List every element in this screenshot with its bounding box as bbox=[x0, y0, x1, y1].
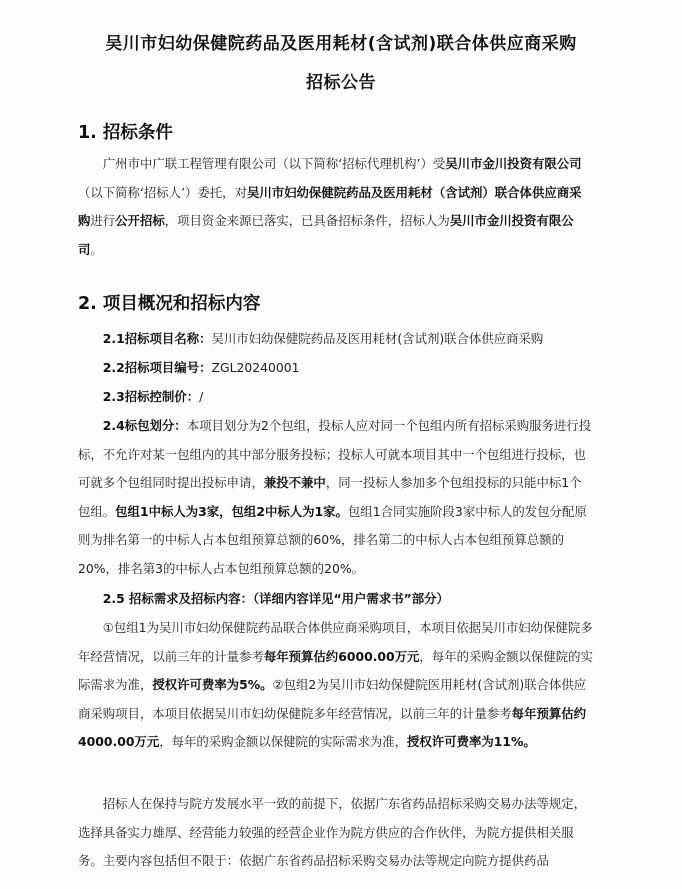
section-1-heading: 1. 招标条件 bbox=[78, 123, 173, 143]
item-2-4: 2.4标包划分：本项目划分为2个包组，投标人应对同一个包组内所有招标采购服务进行投标，不允许对某一包组内的其中部分服务投标；投标人可就本项目其中一个包组进行投标，也可就多个包组同时提出投标申请，兼投不兼中，同一投标人参加多个包组投标的只能中标1个包组。包组1中标人为3家，包组2中标人为1家。包组1合同实施阶段3家中标人的发包分配原则为排名第一的中标人占本包组预算总额的60%，排名第二的中标人占本包组预算总额的20%，排名第3的中标人占本包组预算总额的20%。 bbox=[78, 418, 592, 576]
document-title-line2: 招标公告 bbox=[306, 73, 376, 93]
closing-paragraph: 招标人在保持与院方发展水平一致的前提下，依据广东省药品招标采购交易办法等规定，选择具备实力雄厚、经营能力较强的经营企业作为院方供应的合作伙伴，为院方提供相关服务。主要内容包括但不限于：依据广东省药品招标采购交易办法等规定向院方提供药品 bbox=[78, 796, 587, 869]
item-2-1: 2.1招标项目名称：吴川市妇幼保健院药品及医用耗材(含试剂)联合体供应商采购 bbox=[102, 331, 544, 346]
item-2-3: 2.3招标控制价：/ bbox=[102, 389, 204, 404]
item-2-5-heading: 2.5 招标需求及招标内容：（详细内容详见“用户需求书”部分） bbox=[102, 591, 449, 606]
item-2-2: 2.2招标项目编号：ZGL20240001 bbox=[102, 360, 300, 375]
section-2-heading: 2. 项目概况和招标内容 bbox=[78, 294, 261, 314]
section-1-paragraph: 广州市中广联工程管理有限公司（以下简称‘招标代理机构’）受吴川市金川投资有限公司（以下简称‘招标人’）委托，对吴川市妇幼保健院药品及医用耗材（含试剂）联合体供应商采购进行公开招标，项目资金来源已落实，已具备招标条件，招标人为吴川市金川投资有限公司。 bbox=[78, 156, 582, 257]
item-2-5-body: ①包组1为吴川市妇幼保健院药品联合体供应商采购项目，本项目依据吴川市妇幼保健院多年经营情况，以前三年的计量参考每年预算估约6000.00万元，每年的采购金额以保健院的实际需求为准，授权许可费率为5%。②包组2为吴川市妇幼保健院医用耗材(含试剂)联合体供应商采购项目，本项目依据吴川市妇幼保健院多年经营情况，以前三年的计量参考每年预算估约4000.00万元，每年的采购金额以保健院的实际需求为准，授权许可费率为11%。 bbox=[78, 620, 593, 750]
document-title-line1: 吴川市妇幼保健院药品及医用耗材(含试剂)联合体供应商采购 bbox=[105, 34, 577, 54]
